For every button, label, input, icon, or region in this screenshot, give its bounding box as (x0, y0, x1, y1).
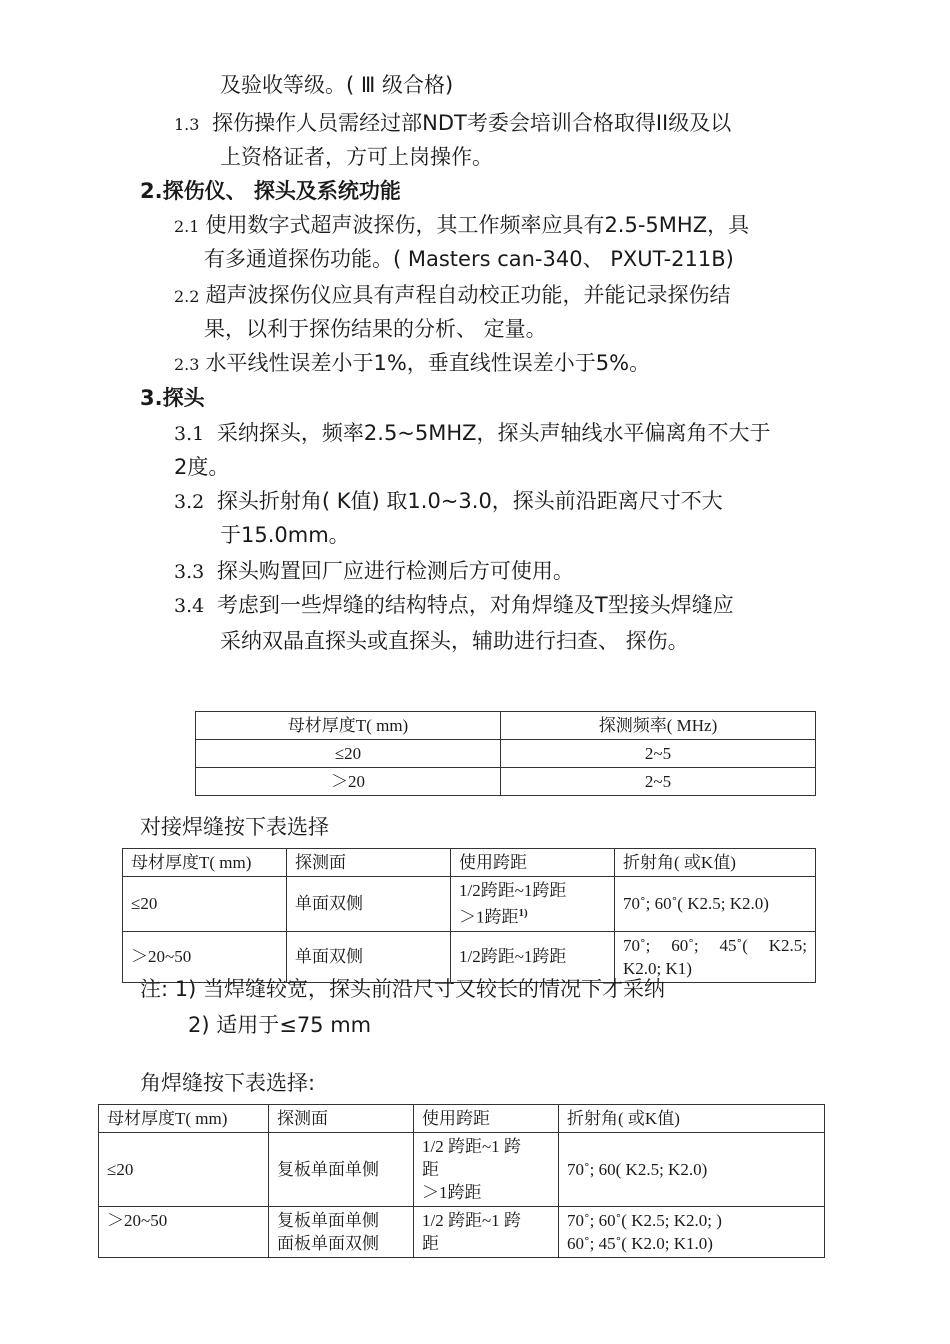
item-2-2 (174, 282, 730, 310)
item-3-1 (174, 420, 771, 447)
header-cell: 折射角( 或K值) (615, 849, 816, 877)
table-cell: 单面双侧 (287, 931, 451, 982)
table-cell (451, 877, 615, 932)
angle-line: 60˚; 45˚( K2.0; K1.0) (567, 1234, 713, 1253)
item-3-2 (174, 488, 723, 515)
item-text: 超声波探伤仪应具有声程自动校正功能，并能记录探伤结 (205, 283, 731, 307)
table-cell: ≤20 (123, 877, 287, 932)
note-1: 注: 1) 当焊缝较宽，探头前沿尺寸又较长的情况下才采纳 (140, 977, 665, 1001)
span-line: 距 (422, 1234, 439, 1253)
item-number: 2.3 (174, 355, 200, 374)
table-row (196, 768, 816, 796)
item-text: 使用数字式超声波探伤，其工作频率应具有2.5-5MHZ，具 (205, 213, 750, 237)
section-2-title: 2.探伤仪、 探头及系统功能 (140, 179, 401, 203)
span-line: 1/2跨距~1跨距 (459, 881, 567, 900)
span-line (459, 902, 606, 929)
table-row (123, 931, 816, 982)
span-line: 1/2 跨距~1 跨 (422, 1211, 521, 1230)
table-cell: ＞20 (196, 768, 501, 796)
angle-line: 70˚; 60˚( K2.5; K2.0; ) (567, 1211, 722, 1230)
item-number: 2.2 (174, 287, 200, 306)
item-number: 3.3 (174, 561, 205, 583)
fillet-weld-table (98, 1104, 825, 1258)
butt-weld-caption: 对接焊缝按下表选择 (140, 815, 329, 839)
item-2-1-cont: 有多通道探伤功能。( Masters can-340、 PXUT-211B) (204, 247, 734, 271)
angle-line: K2.0; K1) (623, 958, 692, 978)
table-header-row (196, 712, 816, 740)
table-cell (615, 931, 816, 982)
header-cell: 使用跨距 (451, 849, 615, 877)
table-cell (414, 1207, 559, 1258)
table-cell: ＞20~50 (99, 1207, 269, 1258)
span-line: 1/2 跨距~1 跨 (422, 1137, 521, 1156)
item-number: 3.1 (174, 423, 205, 445)
table-cell (414, 1133, 559, 1207)
note-2: 2) 适用于≤75 mm (188, 1013, 372, 1037)
item-number: 1.3 (174, 115, 200, 134)
table-cell: 单面双侧 (287, 877, 451, 932)
item-2-1 (174, 212, 749, 240)
header-cell: 使用跨距 (414, 1105, 559, 1133)
item-3-1-cont: 2度。 (174, 455, 230, 479)
item-3-4 (174, 592, 734, 619)
table-cell (559, 1207, 825, 1258)
face-line: 复板单面单侧 (277, 1211, 379, 1230)
header-cell: 母材厚度T( mm) (99, 1105, 269, 1133)
header-cell: 探测面 (269, 1105, 414, 1133)
span-line: 距 (422, 1160, 439, 1179)
fillet-weld-caption: 角焊缝按下表选择: (140, 1071, 316, 1095)
header-cell: 母材厚度T( mm) (123, 849, 287, 877)
table-header-row (123, 849, 816, 877)
header-cell: 探测频率( MHz) (501, 712, 816, 740)
table-cell: 1/2跨距~1跨距 (451, 931, 615, 982)
item-1-3 (174, 110, 731, 138)
item-3-2-cont: 于15.0mm。 (220, 523, 350, 547)
butt-weld-table (122, 848, 816, 983)
item-text: 探伤操作人员需经过部NDT考委会培训合格取得II级及以 (212, 111, 732, 135)
frequency-table (195, 711, 816, 796)
face-line: 面板单面双侧 (277, 1234, 379, 1253)
table-row (123, 877, 816, 932)
item-text: 考虑到一些焊缝的结构特点，对角焊缝及T型接头焊缝应 (216, 593, 734, 617)
table-cell: 复板单面单侧 (269, 1133, 414, 1207)
table-cell: 70˚; 60( K2.5; K2.0) (559, 1133, 825, 1207)
item-1-3-cont: 上资格证者，方可上岗操作。 (220, 145, 493, 169)
angle-line: 70˚; 60˚; 45˚( K2.5; (623, 935, 807, 955)
table-cell: 2~5 (501, 740, 816, 768)
header-cell: 折射角( 或K值) (559, 1105, 825, 1133)
item-text: 水平线性误差小于1%，垂直线性误差小于5%。 (205, 351, 651, 375)
table-cell: ≤20 (99, 1133, 269, 1207)
item-number: 3.4 (174, 595, 205, 617)
table-cell: ≤20 (196, 740, 501, 768)
item-2-3 (174, 350, 650, 378)
item-2-2-cont: 果，以利于探伤结果的分析、 定量。 (204, 317, 547, 341)
table-cell: ＞20~50 (123, 931, 287, 982)
item-text: 探头折射角( K值) 取1.0~3.0，探头前沿距离尺寸不大 (216, 489, 723, 513)
span-text: ＞1跨距 (459, 907, 519, 927)
footnote-marker: 1) (518, 907, 528, 919)
table-cell (269, 1207, 414, 1258)
header-cell: 母材厚度T( mm) (196, 712, 501, 740)
item-text: 探头购置回厂应进行检测后方可使用。 (216, 559, 574, 583)
item-number: 2.1 (174, 217, 200, 236)
table-row (196, 740, 816, 768)
item-number: 3.2 (174, 491, 205, 513)
item-text: 采纳探头，频率2.5~5MHZ，探头声轴线水平偏离角不大于 (216, 421, 771, 445)
table-row (99, 1133, 825, 1207)
section-3-title: 3.探头 (140, 386, 205, 410)
header-cell: 探测面 (287, 849, 451, 877)
table-cell: 2~5 (501, 768, 816, 796)
section-1-tail: 及验收等级。( Ⅲ 级合格) (220, 73, 454, 97)
item-3-3 (174, 558, 574, 585)
table-header-row (99, 1105, 825, 1133)
table-row (99, 1207, 825, 1258)
span-line: ＞1跨距 (422, 1183, 482, 1202)
table-cell: 70˚; 60˚( K2.5; K2.0) (615, 877, 816, 932)
item-3-4-cont: 采纳双晶直探头或直探头，辅助进行扫查、 探伤。 (220, 629, 689, 653)
